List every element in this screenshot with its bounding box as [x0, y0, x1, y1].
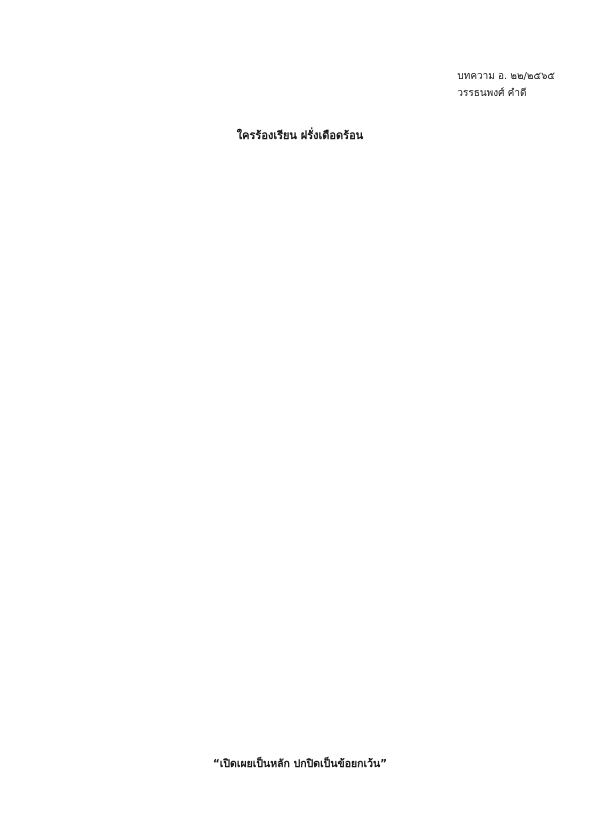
article-title: ใครร้องเรียน ฝรั่งเดือดร้อน	[236, 129, 364, 142]
slogan: “เปิดเผยเป็นหลัก ปกปิดเป็นข้อยกเว้น”	[212, 758, 388, 770]
author-name: วรรธนพงศ์ คำดี	[457, 88, 527, 99]
document-number: บทความ อ. ๒๒/๒๕๖๕	[457, 71, 555, 82]
header-block	[457, 68, 555, 102]
